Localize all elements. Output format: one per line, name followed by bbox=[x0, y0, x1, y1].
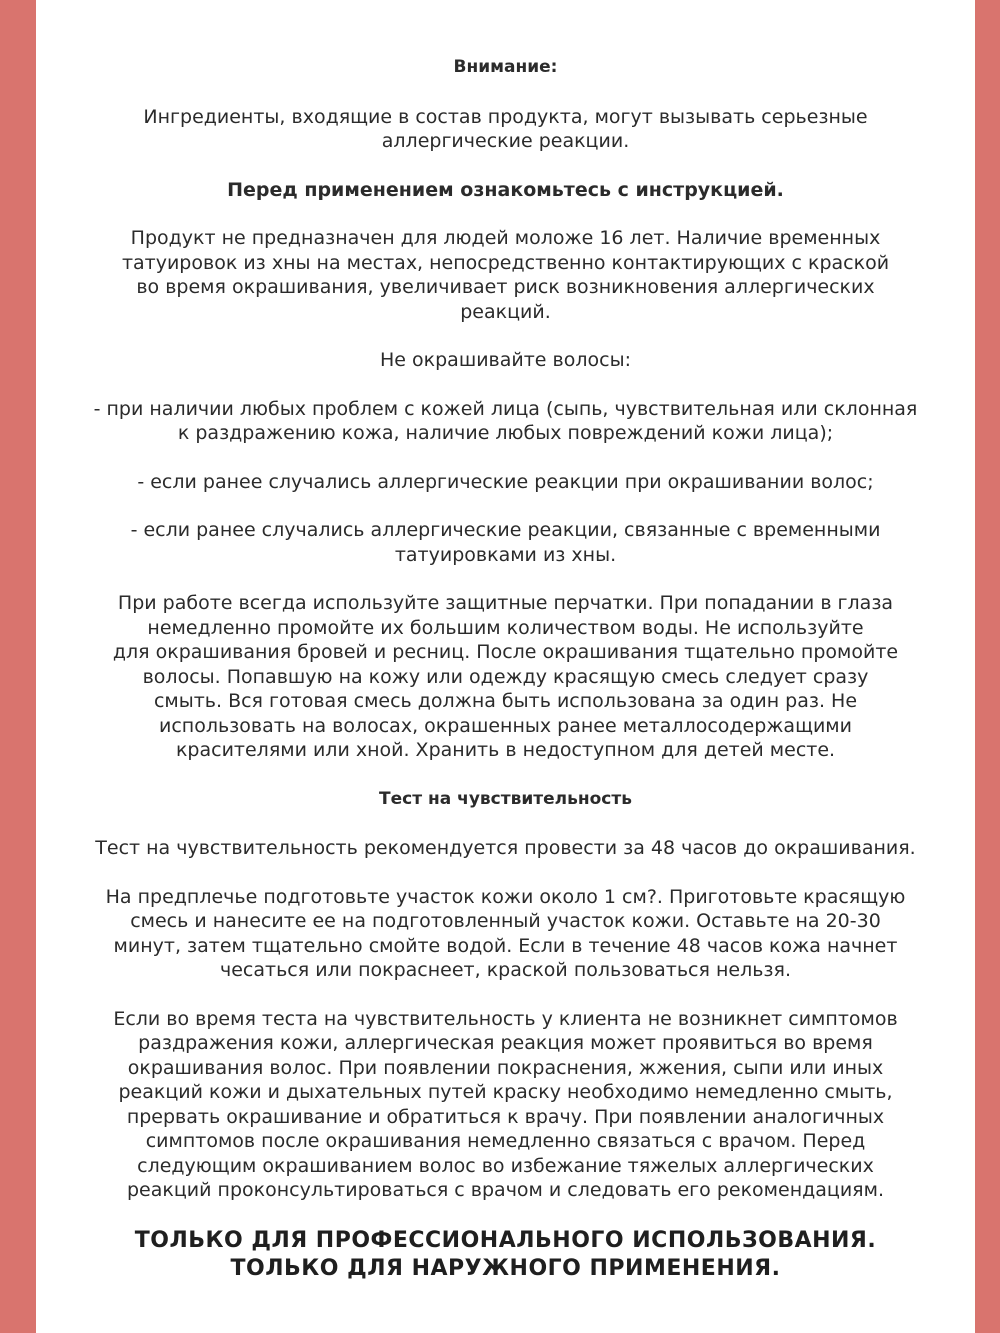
safety-instructions-paragraph: При работе всегда используйте защитные перчатки. При попадании в глаза немедленно промойте их большим количеством воды. Не используйте для окрашивания бровей и ресниц. После окрашивания тщательно промойте волосы. Попавшую на кожу или одежду красящую смесь следует сразу смыть. Вся готовая смесь должна быть использована за один раз. Не использовать на волосах, окрашенных ранее металлосодержащими красителями или хной. Хранить в недоступном для детей месте. bbox=[112, 592, 899, 761]
warning-title: Внимание: bbox=[453, 57, 558, 77]
read-instructions-heading: Перед применением ознакомьтесь с инструкцией. bbox=[227, 178, 784, 201]
sensitivity-test-reaction: Если во время теста на чувствительность у клиента не возникнет симптомов раздражения кожи, аллергическая реакция может проявиться во время окрашивания волос. При появлении покраснения, жжения, сыпи или иных реакций кожи и дыхательных путей краску необходимо немедленно смыть, прервать окрашивание и обратиться к врачу. При появлении аналогичных симптомов после окрашивания немедленно связаться с врачом. Перед следующим окрашиванием волос во избежание тяжелых аллергических реакций проконсультироваться с врачом и следовать его рекомендациям. bbox=[113, 1007, 898, 1201]
contraindication-item: - если ранее случались аллергические реакции при окрашивании волос; bbox=[137, 470, 874, 493]
contraindication-item: - если ранее случались аллергические реакции, связанные с временными татуировками из хны. bbox=[130, 519, 881, 566]
sensitivity-test-heading: Тест на чувствительность bbox=[379, 788, 632, 809]
allergy-warning-paragraph: Ингредиенты, входящие в состав продукта, могут вызывать серьезные аллергические реакции. bbox=[143, 105, 868, 152]
sensitivity-test-procedure: На предплечье подготовьте участок кожи около 1 см?. Приготовьте красящую смесь и нанесите ее на подготовленный участок кожи. Оставьте на 20-30 минут, затем тщательно смойте водой. Если в течение 48 часов кожа начнет чесаться или покраснеет, краской пользоваться нельзя. bbox=[105, 885, 906, 981]
document-page bbox=[36, 0, 975, 1333]
document-content bbox=[36, 55, 975, 1283]
do-not-dye-heading: Не окрашивайте волосы: bbox=[380, 349, 631, 371]
professional-use-notice: ТОЛЬКО ДЛЯ ПРОФЕССИОНАЛЬНОГО ИСПОЛЬЗОВАНИЯ. ТОЛЬКО ДЛЯ НАРУЖНОГО ПРИМЕНЕНИЯ. bbox=[134, 1227, 877, 1281]
sensitivity-test-timing: Тест на чувствительность рекомендуется провести за 48 часов до окрашивания. bbox=[95, 837, 916, 859]
contraindication-item: - при наличии любых проблем с кожей лица (сыпь, чувствительная или склонная к раздражению кожа, наличие любых повреждений кожи лица); bbox=[93, 397, 918, 444]
age-henna-paragraph: Продукт не предназначен для людей моложе 16 лет. Наличие временных татуировок из хны на местах, непосредственно контактирующих с краской во время окрашивания, увеличивает риск возникновения аллергических реакций. bbox=[121, 227, 890, 323]
